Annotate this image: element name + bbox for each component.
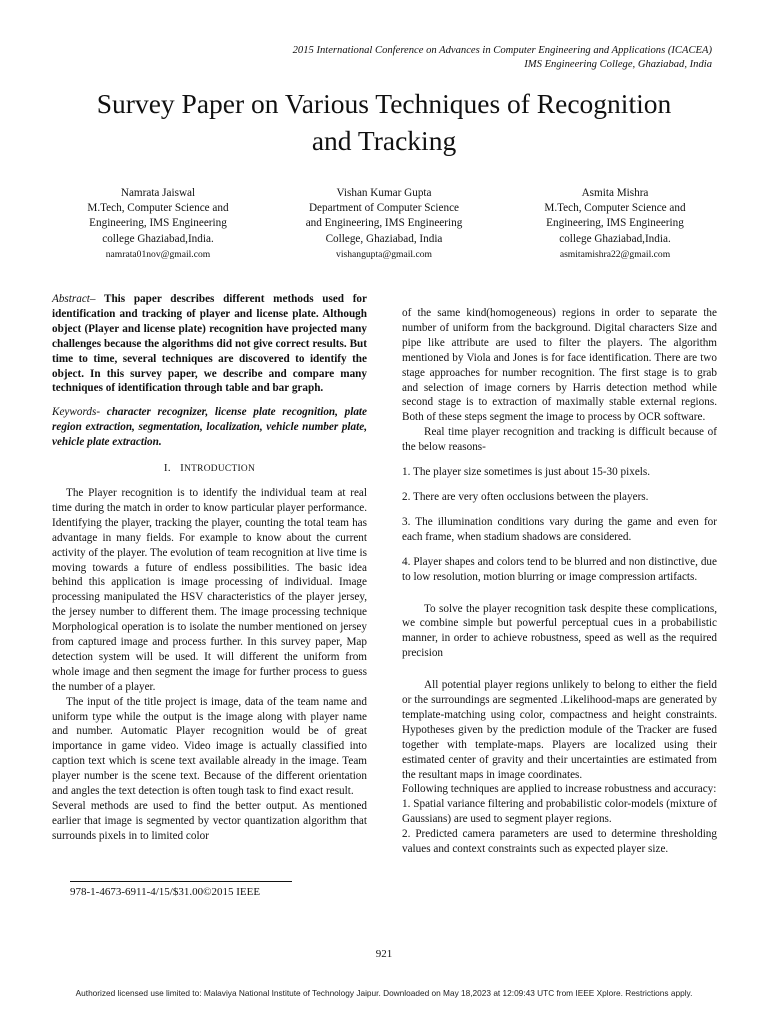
body-paragraph: Real time player recognition and tracking is difficult because of the below reasons- xyxy=(402,426,717,454)
conference-header-line2: IMS Engineering College, Ghaziabad, India xyxy=(524,59,712,70)
author-name: Asmita Mishra xyxy=(581,187,649,199)
section-number: I. xyxy=(163,462,171,475)
technique-item: 2. Predicted camera parameters are used to determine thresholding values and context constraints such as expected player size. xyxy=(402,828,717,856)
section-title-rest: NTRODUCTION xyxy=(184,464,256,475)
page-number: 921 xyxy=(375,948,393,960)
keywords xyxy=(52,405,367,450)
keywords-text: character recognizer, license plate recognition, plate region extraction, segmentation, localization, vehicle number plate, vehicle plate extraction. xyxy=(52,406,367,449)
author-affiliation: college Ghaziabad,India. xyxy=(559,232,671,245)
paper-title-line1: Survey Paper on Various Techniques of Recognition xyxy=(96,88,672,119)
abstract-lead: Abstract– xyxy=(52,293,96,305)
footnote-rule xyxy=(70,881,292,882)
body-paragraph: Several methods are used to find the better output. As mentioned earlier that image is segmented by vector quantization algorithm that surrounds pixels in to limited color xyxy=(52,800,367,842)
body-paragraph: All potential player regions unlikely to belong to either the field or the surroundings are segmented .Likelihood-maps are generated by template-matching using color, compactness and height constraints. Hypotheses given by the prediction module of the Tracker are fused together with template-maps. Players are localized using their estimated center of gravity and their uncertainties are estimated from the resultant maps in image coordinates. xyxy=(402,679,717,781)
right-column xyxy=(402,306,717,857)
body-paragraph: Following techniques are applied to increase robustness and accuracy: xyxy=(402,783,717,796)
author-email: namrata01nov@gmail.com xyxy=(105,248,211,260)
technique-item: 1. Spatial variance filtering and probabilistic color-models (mixture of Gaussians) are used to segment player regions. xyxy=(402,798,717,826)
reason-item: 2. There are very often occlusions between the players. xyxy=(402,490,649,503)
author-name: Vishan Kumar Gupta xyxy=(336,187,432,199)
abstract-text: This paper describes different methods used for identification and tracking of player and license plate. Although object (Player and license plate) recognition have projected many challenges because the algorithms did not give correct results. But time to time, several techniques are discovered to identify the object. In this survey paper, we describe and compare many techniques of identification through table and bar graph. xyxy=(52,293,367,395)
license-notice: Authorized licensed use limited to: Malaviya National Institute of Technology Jaipur. Downloaded on May 18,2023 at 12:09:43 UTC from IEEE Xplore. Restrictions apply. xyxy=(75,988,693,998)
author-email: asmitamishra22@gmail.com xyxy=(559,248,671,260)
left-column xyxy=(52,292,367,844)
author-name: Namrata Jaiswal xyxy=(120,187,196,199)
author-block xyxy=(58,186,258,262)
author-affiliation: College, Ghaziabad, India xyxy=(325,232,443,245)
reason-item: 3. The illumination conditions vary during the game and even for each frame, when stadium shadows are considered. xyxy=(402,515,717,543)
abstract xyxy=(52,292,367,396)
author-email: vishangupta@gmail.com xyxy=(336,248,432,260)
body-paragraph: To solve the player recognition task despite these complications, we combine simple but powerful perceptual cues in a probabilistic manner, in order to achieve robustness, speed as well as the required precision xyxy=(402,602,717,660)
author-affiliation: Engineering, IMS Engineering xyxy=(546,217,684,230)
conference-header-line1: 2015 International Conference on Advances in Computer Engineering and Applications (ICACEA) xyxy=(292,45,712,56)
reason-item: 4. Player shapes and colors tend to be blurred and non distinctive, due to low resolution, motion blurring or image compression artifacts. xyxy=(402,555,717,583)
author-affiliation: Engineering, IMS Engineering xyxy=(89,217,227,230)
paper-title-line2: and Tracking xyxy=(311,125,457,156)
reason-item: 1. The player size sometimes is just about 15-30 pixels. xyxy=(402,466,651,479)
author-affiliation: M.Tech, Computer Science and xyxy=(544,202,686,215)
section-title-initial: I xyxy=(180,462,185,475)
author-block xyxy=(515,186,715,262)
body-paragraph: of the same kind(homogeneous) regions in order to separate the number of uniform from the background. Digital characters Size and pipe like attribute are used to filter the players. The algorithm mentioned by Viola and Jones is for face identification. There are two stage approaches for number recognition. The first stage is to grab and selection of image corners by Harris detection method while second stage is to extraction of maximally stable external regions. Both of these steps segment the image to process by OCR software. xyxy=(402,307,717,424)
author-affiliation: M.Tech, Computer Science and xyxy=(87,202,229,215)
author-block xyxy=(284,186,484,262)
keywords-lead: Keywords- xyxy=(52,406,101,419)
copyright-footnote: 978-1-4673-6911-4/15/$31.00©2015 IEEE xyxy=(70,886,261,898)
author-affiliation: Department of Computer Science xyxy=(308,202,460,215)
body-paragraph: The input of the title project is image, data of the team name and uniform type while the output is the image along with player name and number. Automatic Player recognition would be of great importance in game video. Video image is actually classified into caption text which is scene text available already in the image. Team player number is the scene text. Because of the different orientation and angles the text detection is often tough task to find exact result. xyxy=(52,695,367,798)
body-paragraph: The Player recognition is to identify the individual team at real time during the match in order to know particular player performance. Identifying the player, tracking the player, counting the total team has advantage in many fields. For example to know about the current activity of the player. The evolution of team recognition at live time is moving towards a future of endless possibilities. The basic idea behind this application is image processing of individual. Image processing manipulated the HSV characteristics of the player jersey, the jersey number to different them. The image processing technique Morphological operation is to isolate the number mentioned on jersey from captured image and process further. In this survey paper, Map detection system will be used. It will different the uniform from whole image and then segment the image for further process to guess the number of a player. xyxy=(52,486,367,693)
author-affiliation: college Ghaziabad,India. xyxy=(102,232,214,245)
author-affiliation: and Engineering, IMS Engineering xyxy=(305,217,463,230)
section-heading-introduction xyxy=(52,461,367,477)
